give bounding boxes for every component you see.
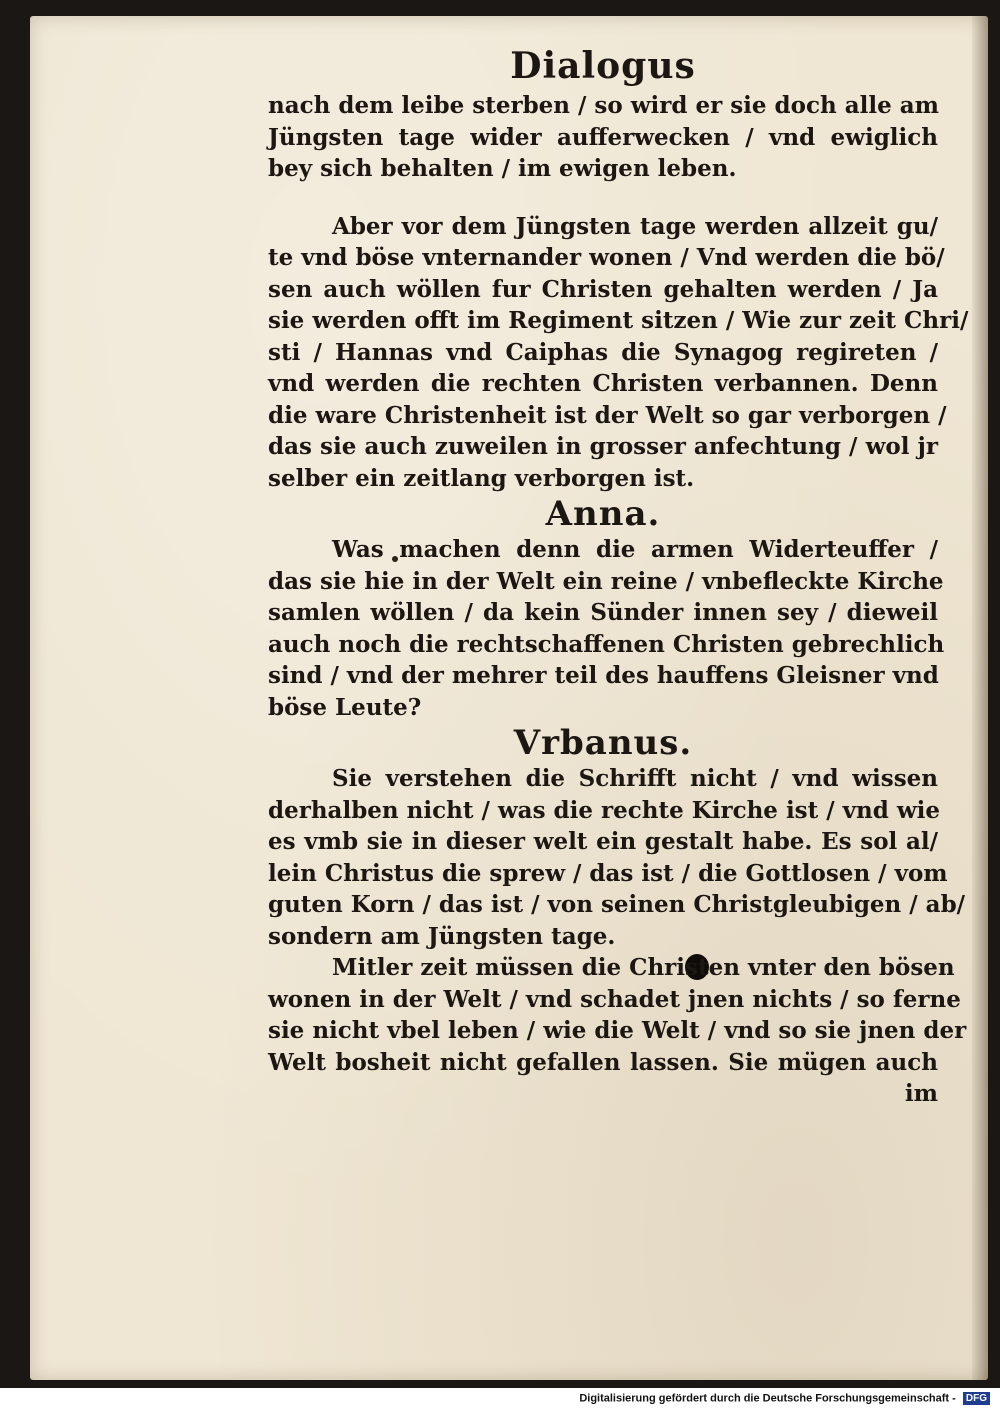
urbanus-speech bbox=[268, 763, 966, 952]
text-line: sie nicht vbel leben / wie die Welt / vnd so sie jnen der bbox=[268, 1017, 967, 1044]
text-line: Mitler zeit müssen die Christen vnter den bösen bbox=[332, 954, 955, 981]
text-line: Was machen denn die armen Widerteuffer / bbox=[332, 536, 938, 563]
text-line: sti / Hannas vnd Caiphas die Synagog regireten / bbox=[268, 338, 938, 366]
catchword: im bbox=[904, 1080, 938, 1107]
text-line: sie werden offt im Regiment sitzen / Wie zur zeit Chri/ bbox=[268, 307, 969, 334]
dfg-logo: DFG bbox=[963, 1392, 990, 1405]
text-line: sen auch wöllen fur Christen gehalten werden / Ja bbox=[268, 275, 938, 303]
text-line: selber ein zeitlang verborgen ist. bbox=[268, 464, 695, 492]
text-line: samlen wöllen / da kein Sünder innen sey / dieweil bbox=[268, 599, 938, 626]
running-head: Dialogus bbox=[510, 45, 696, 87]
page-gutter-shadow bbox=[972, 16, 988, 1380]
text-line: das sie auch zuweilen in grosser anfechtung / wol jr bbox=[268, 433, 938, 460]
text-line: böse Leute? bbox=[268, 693, 422, 721]
page-text bbox=[268, 45, 969, 1110]
text-line: sondern am Jüngsten tage. bbox=[268, 922, 616, 950]
text-line: nach dem leibe sterben / so wird er sie doch alle am bbox=[268, 92, 939, 119]
footer-text: Digitalisierung gefördert durch die Deutsche Forschungsgemeinschaft - bbox=[579, 1392, 956, 1405]
text-line: Jüngsten tage wider aufferwecken / vnd ewiglich bbox=[268, 123, 938, 151]
text-line: sind / vnd der mehrer teil des hauffens Gleisner vnd bbox=[268, 662, 939, 689]
speaker-urbanus: Vrbanus. bbox=[513, 723, 693, 763]
text-line: Welt bosheit nicht gefallen lassen. Sie mügen auch bbox=[268, 1048, 938, 1076]
text-line: te vnd böse vnternander wonen / Vnd werden die bö/ bbox=[268, 244, 945, 271]
text-line: wonen in der Welt / vnd schadet jnen nichts / so ferne bbox=[268, 985, 961, 1013]
digitization-footer bbox=[579, 1392, 990, 1405]
anna-speech bbox=[268, 534, 945, 723]
text-line: lein Christus die sprew / das ist / die Gottlosen / vom bbox=[268, 859, 948, 887]
text-line: bey sich behalten / im ewigen leben. bbox=[268, 155, 737, 182]
text-line: derhalben nicht / was die rechte Kirche ist / vnd wie bbox=[268, 796, 941, 824]
speaker-anna: Anna. bbox=[545, 494, 661, 534]
paragraph-1 bbox=[268, 90, 938, 185]
paragraph-gap bbox=[268, 185, 938, 211]
text-line: vnd werden die rechten Christen verbannen. Denn bbox=[268, 370, 938, 397]
text-line: Sie verstehen die Schrifft nicht / vnd wissen bbox=[332, 765, 938, 792]
text-line: die ware Christenheit ist der Welt so gar verborgen / bbox=[268, 401, 947, 429]
text-line: auch noch die rechtschaffenen Christen gebrechlich bbox=[268, 630, 945, 658]
final-paragraph bbox=[268, 952, 967, 1078]
text-line: es vmb sie in dieser welt ein gestalt habe. Es sol al/ bbox=[268, 828, 938, 855]
text-line: das sie hie in der Welt ein reine / vnbefleckte Kirche bbox=[268, 567, 944, 595]
text-line: guten Korn / das ist / von seinen Christgleubigen / ab/ bbox=[268, 891, 966, 918]
paragraph-2 bbox=[268, 211, 969, 495]
text-line: Aber vor dem Jüngsten tage werden allzeit gu/ bbox=[332, 212, 938, 240]
